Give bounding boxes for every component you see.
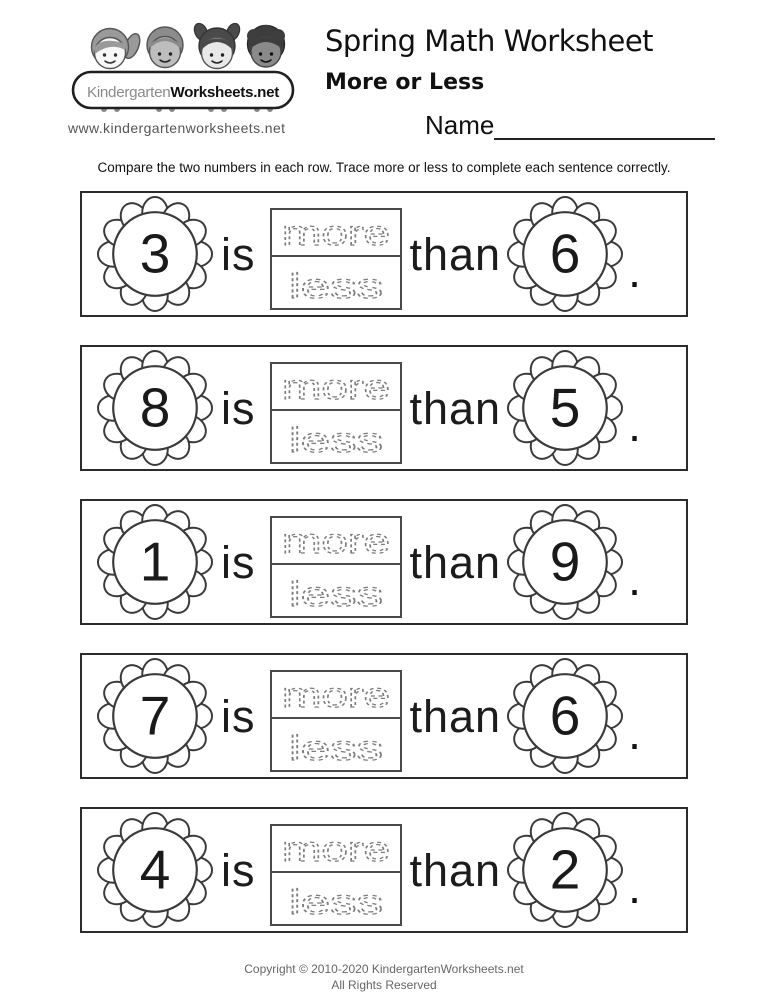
- footer: [0, 961, 768, 993]
- left-number: 8: [139, 376, 171, 439]
- trace-more-cell[interactable]: [272, 364, 400, 409]
- kid-girl-pigtails-icon: [192, 21, 242, 68]
- word-is: is: [221, 382, 256, 434]
- right-number: 6: [549, 222, 581, 285]
- kid-girl-gray-icon: [92, 29, 143, 69]
- word-than: than: [409, 228, 502, 280]
- left-number: 4: [139, 838, 171, 901]
- name-field: [425, 110, 715, 140]
- trace-more-cell[interactable]: [272, 826, 400, 871]
- worksheet-row: [80, 499, 688, 625]
- kindergartenworksheets-logo: [70, 14, 296, 114]
- kid-boy-dark-icon: [247, 25, 285, 67]
- worksheet-row: [80, 345, 688, 471]
- more-less-trace-box[interactable]: [270, 670, 402, 772]
- trace-less-cell[interactable]: [272, 563, 400, 616]
- name-blank-line[interactable]: [494, 110, 715, 140]
- flower-number-icon: [506, 503, 624, 621]
- trace-more-cell[interactable]: [272, 672, 400, 717]
- trace-word-more[interactable]: more: [281, 830, 390, 869]
- flower-number-icon: [506, 811, 624, 929]
- trace-word-less[interactable]: less: [288, 729, 383, 768]
- right-number: 9: [549, 530, 581, 593]
- flower-number-icon: [506, 349, 624, 467]
- worksheet-row: [80, 191, 688, 317]
- worksheet-rows: [0, 191, 768, 933]
- right-number: 5: [549, 376, 581, 439]
- trace-word-less[interactable]: less: [288, 421, 383, 460]
- flower-number-icon: [96, 349, 214, 467]
- flower-number-icon: [506, 195, 624, 313]
- trace-word-more[interactable]: more: [281, 214, 390, 253]
- left-number: 1: [139, 530, 171, 593]
- sentence-period: .: [628, 553, 641, 605]
- more-less-trace-box[interactable]: [270, 824, 402, 926]
- trace-more-cell[interactable]: [272, 210, 400, 255]
- sentence-period: .: [628, 861, 641, 913]
- worksheet-row: [80, 653, 688, 779]
- worksheet-subtitle: More or Less: [325, 70, 485, 95]
- more-less-trace-box[interactable]: [270, 362, 402, 464]
- word-is: is: [221, 844, 256, 896]
- word-than: than: [409, 536, 502, 588]
- worksheet-title: Spring Math Worksheet: [325, 24, 654, 58]
- flower-number-icon: [96, 811, 214, 929]
- word-than: than: [409, 382, 502, 434]
- sentence-period: .: [628, 707, 641, 759]
- header: [0, 0, 768, 150]
- trace-word-less[interactable]: less: [288, 575, 383, 614]
- word-than: than: [409, 844, 502, 896]
- name-label: Name: [425, 110, 495, 141]
- trace-word-more[interactable]: more: [281, 368, 390, 407]
- trace-less-cell[interactable]: [272, 871, 400, 924]
- kid-boy-gray-icon: [147, 27, 183, 68]
- word-is: is: [221, 690, 256, 742]
- trace-less-cell[interactable]: [272, 255, 400, 308]
- rights-text: All Rights Reserved: [331, 978, 437, 993]
- left-number: 3: [139, 222, 171, 285]
- sentence-period: .: [628, 245, 641, 297]
- trace-more-cell[interactable]: [272, 518, 400, 563]
- flower-number-icon: [96, 195, 214, 313]
- more-less-trace-box[interactable]: [270, 208, 402, 310]
- trace-less-cell[interactable]: [272, 409, 400, 462]
- trace-word-more[interactable]: more: [281, 522, 390, 561]
- word-is: is: [221, 228, 256, 280]
- more-less-trace-box[interactable]: [270, 516, 402, 618]
- trace-word-more[interactable]: more: [281, 676, 390, 715]
- left-number: 7: [139, 684, 171, 747]
- trace-word-less[interactable]: less: [288, 883, 383, 922]
- right-number: 6: [549, 684, 581, 747]
- website-url: www.kindergartenworksheets.net: [68, 120, 286, 136]
- copyright-text: Copyright © 2010-2020 KindergartenWorksheets.net: [244, 962, 524, 976]
- trace-less-cell[interactable]: [272, 717, 400, 770]
- worksheet-row: [80, 807, 688, 933]
- word-than: than: [409, 690, 502, 742]
- flower-number-icon: [96, 503, 214, 621]
- trace-word-less[interactable]: less: [288, 267, 383, 306]
- logo-text: KindergartenWorksheets.net: [87, 84, 279, 101]
- instructions-text: Compare the two numbers in each row. Trace more or less to complete each sentence correctly.: [97, 160, 671, 175]
- sentence-period: .: [628, 399, 641, 451]
- flower-number-icon: [506, 657, 624, 775]
- word-is: is: [221, 536, 256, 588]
- flower-number-icon: [96, 657, 214, 775]
- right-number: 2: [549, 838, 581, 901]
